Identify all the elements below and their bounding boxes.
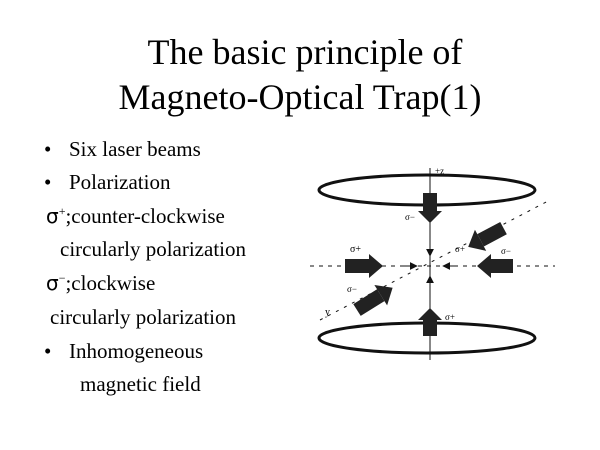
beam-label-lower-left: σ−: [347, 284, 357, 294]
left-beam: [345, 259, 369, 273]
lower-left-beam: [351, 278, 399, 321]
sigma-symbol: σ: [46, 204, 59, 228]
bullet-polarization: Polarization: [69, 170, 171, 194]
bullet-dot: •: [44, 137, 52, 161]
left-beam-arrowhead: [369, 254, 383, 278]
sigma-minus-continuation: circularly polarization: [50, 305, 236, 329]
beam-label-left: σ+: [350, 244, 362, 255]
beam-label-right: σ−: [501, 246, 511, 256]
bottom-beam-arrowhead: [418, 308, 442, 320]
sigma-plus-sign: +: [58, 204, 66, 218]
bottom-beam: [423, 320, 437, 336]
bullet-dot: •: [44, 170, 52, 194]
top-beam-arrowhead: [418, 211, 442, 223]
right-beam: [491, 259, 513, 273]
sigma-plus-continuation: circularly polarization: [60, 237, 246, 261]
top-beam: [423, 193, 437, 211]
beam-label-upper-right: σ+: [455, 244, 465, 254]
bullet-six-laser-beams: Six laser beams: [69, 137, 201, 161]
sigma-plus-line: [46, 204, 225, 231]
sigma-minus-text: ;clockwise: [65, 271, 156, 295]
bullet-inhomogeneous: Inhomogeneous: [69, 339, 204, 363]
title-line-1: The basic principle of: [147, 32, 463, 72]
beam-label-bottom: σ+: [445, 312, 455, 322]
z-axis-label: +z: [435, 166, 445, 176]
sigma-symbol: σ: [46, 271, 59, 295]
mot-diagram-svg: [305, 160, 560, 370]
bullet-magnetic-field: magnetic field: [80, 372, 201, 396]
title-line-2: Magneto-Optical Trap(1): [118, 77, 482, 117]
y-axis-label: y: [325, 307, 330, 318]
sigma-plus-text: ;counter-clockwise: [65, 204, 225, 228]
right-beam-arrowhead: [477, 254, 491, 278]
mot-diagram: [305, 160, 560, 370]
beam-label-top: σ−: [405, 212, 415, 222]
sigma-minus-line: [46, 271, 155, 298]
bullet-dot: •: [44, 339, 52, 363]
sigma-minus-sign: −: [58, 271, 66, 285]
